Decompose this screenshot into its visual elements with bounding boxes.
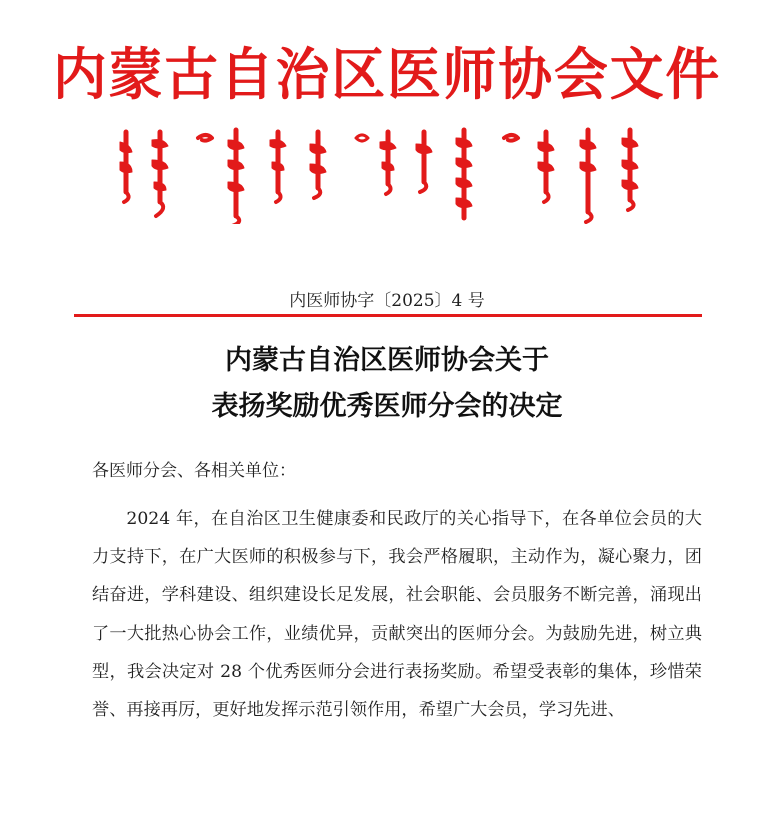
mongolian-glyph [538,132,554,202]
body-paragraph: 2024 年，在自治区卫生健康委和民政厅的关心指导下，在各单位会员的大力支持下，在广大医师的积极参与下，我会严格履职，主动作为，凝心聚力，团结奋进，学科建设、组织建设长足发展，社会职能、会员服务不断完善，涌现出了一大批热心协会工作，业绩优异，贡献突出的医师分会。为鼓励先进，树立典型，我会决定对 28 个优秀医师分会进行表扬奖励。希望受表彰的集体，珍惜荣誉、再接再厉，更好地发挥示范引领作用，希望广大会员，学习先进、 [92,509,702,721]
mongolian-glyph [120,132,132,202]
mongolian-glyph [380,132,396,194]
org-header-title: 内蒙古自治区医师协会文件 [52,43,722,108]
mongolian-glyph [152,132,168,216]
mongolian-glyph [356,135,368,141]
red-divider-line [74,314,702,317]
mongolian-glyph [504,135,518,141]
mongolian-glyph [270,132,286,202]
mongolian-glyph [228,130,244,224]
mongolian-glyph [580,130,596,222]
mongolian-script-title [112,124,672,224]
document-number: 内医师协字〔2025〕4 号 [289,291,485,311]
document-title-line-1: 内蒙古自治区医师协会关于 [225,345,549,376]
mongolian-glyph [310,132,326,198]
salutation: 各医师分会、各相关单位： [92,461,296,481]
document-title-line-2: 表扬奖励优秀医师分会的决定 [211,391,563,422]
mongolian-glyph [622,130,638,210]
mongolian-glyph [198,135,212,141]
mongolian-glyph [456,130,472,218]
mongolian-glyph [416,132,432,192]
